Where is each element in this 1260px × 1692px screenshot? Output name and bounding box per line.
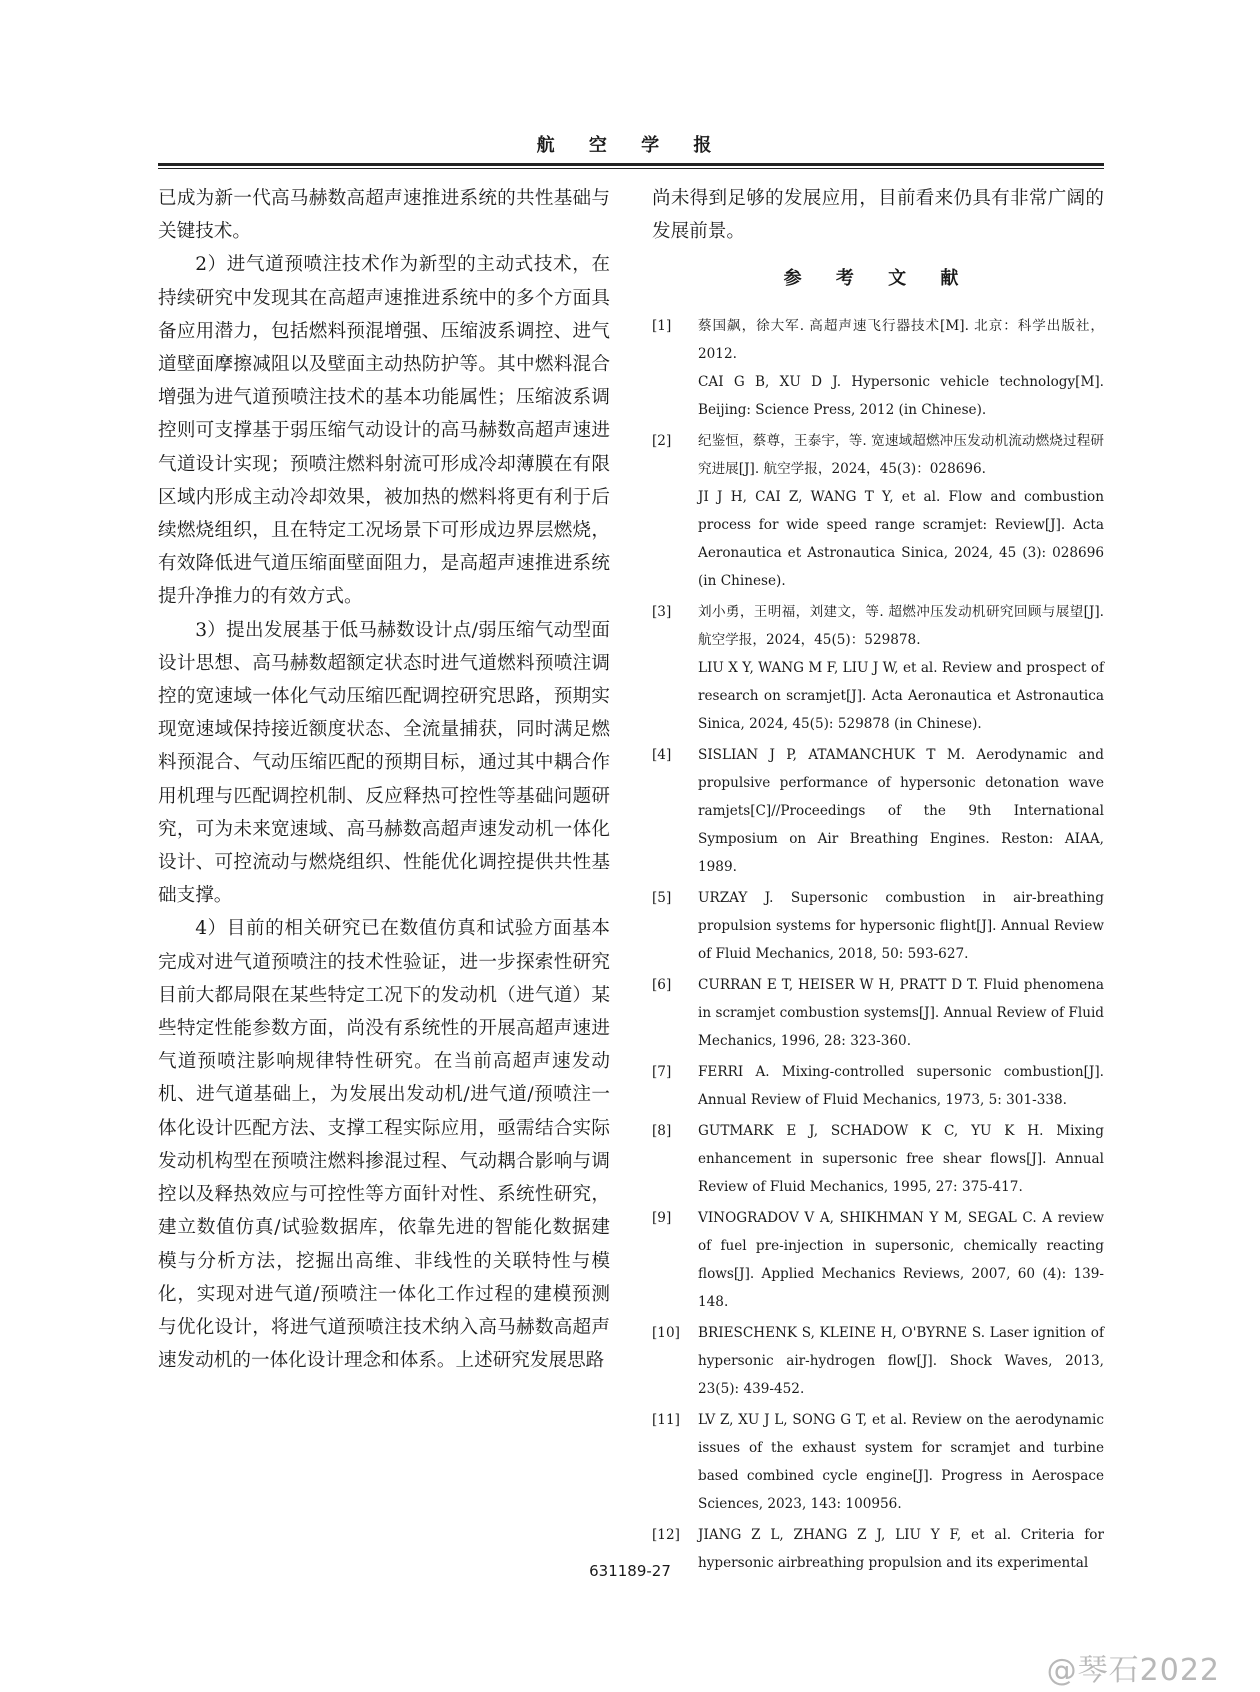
reference-number: [3] [652, 604, 672, 621]
reference-text: GUTMARK E J, SCHADOW K C, YU K H. Mixing enhancement in supersonic free shear flows[J]. Annual Review of Fluid Mechanics, 1995, 27: 375-417. [698, 1123, 1104, 1196]
reference-item [652, 427, 1104, 595]
reference-number: [4] [652, 747, 672, 764]
body-paragraph: 4）目前的相关研究已在数值仿真和试验方面基本完成对进气道预喷注的技术性验证，进一步探索性研究目前大都局限在某些特定工况下的发动机（进气道）某些特定性能参数方面，尚没有系统性的开展高超声速进气道预喷注影响规律特性研究。在当前高超声速发动机、进气道基础上，为发展出发动机/进气道/预喷注一体化设计匹配方法、支撑工程实际应用，亟需结合实际发动机构型在预喷注燃料掺混过程、气动耦合影响与调控以及释热效应与可控性等方面针对性、系统性研究，建立数值仿真/试验数据库，依靠先进的智能化数据建模与分析方法，挖掘出高维、非线性的关联特性与模化，实现对进气道/预喷注一体化工作过程的建模预测与优化设计，将进气道预喷注技术纳入高马赫数高超声速发动机的一体化设计理念和体系。上述研究发展思路 [158, 918, 610, 1372]
reference-number: [2] [652, 433, 672, 450]
reference-item [652, 1204, 1104, 1316]
reference-number: [7] [652, 1064, 672, 1081]
reference-text: 蔡国飙，徐大军. 高超声速飞行器技术[M]. 北京：科学出版社，2012. [698, 318, 1104, 363]
reference-item [652, 598, 1104, 738]
journal-header: 航 空 学 报 [536, 135, 726, 156]
reference-number: [8] [652, 1123, 672, 1140]
reference-item [652, 1319, 1104, 1403]
header-rule-thin [158, 168, 1104, 169]
reference-text: 纪鉴恒，蔡尊，王泰宇，等. 宽速域超燃冲压发动机流动燃烧过程研究进展[J]. 航空学报，2024，45(3)：028696. [698, 433, 1104, 478]
reference-text: LIU X Y, WANG M F, LIU J W, et al. Review and prospect of research on scramjet[J]. Acta Aeronautica et Astronautica Sinica, 2024, 45(5): 529878 (in Chinese). [698, 660, 1104, 733]
reference-text: URZAY J. Supersonic combustion in air-breathing propulsion systems for hypersonic flight[J]. Annual Review of Fluid Mechanics, 2018, 50: 593-627. [698, 890, 1104, 963]
reference-number: [6] [652, 977, 672, 994]
reference-text: CAI G B, XU D J. Hypersonic vehicle technology[M]. Beijing: Science Press, 2012 (in Chinese). [698, 374, 1104, 419]
header-rule-thick [158, 163, 1104, 166]
page-number: 631189-27 [589, 1562, 671, 1580]
reference-list [652, 312, 1104, 1577]
body-paragraph: 3）提出发展基于低马赫数设计点/弱压缩气动型面设计思想、高马赫数超额定状态时进气道燃料预喷注调控的宽速域一体化气动压缩匹配调控研究思路，预期实现宽速域保持接近额度状态、全流量捕获，同时满足燃料预混合、气动压缩匹配的预期目标，通过其中耦合作用机理与匹配调控机制、反应释热可控性等基础问题研究，可为未来宽速域、高马赫数高超声速发动机一体化设计、可控流动与燃烧组织、性能优化调控提供共性基础支撑。 [158, 619, 610, 907]
reference-number: [5] [652, 890, 672, 907]
watermark: @琴石2022 [1046, 1653, 1220, 1688]
reference-text: FERRI A. Mixing-controlled supersonic combustion[J]. Annual Review of Fluid Mechanics, 1973, 5: 301-338. [698, 1064, 1104, 1109]
reference-text: SISLIAN J P, ATAMANCHUK T M. Aerodynamic and propulsive performance of hypersonic detonation wave ramjets[C]//Proceedings of the 9th International Symposium on Air Breathing Engines. Reston: AIAA, 1989. [698, 747, 1104, 876]
body-paragraph-continuation: 尚未得到足够的发展应用，目前看来仍具有非常广阔的发展前景。 [652, 188, 1104, 243]
reference-text: 刘小勇，王明福，刘建文，等. 超燃冲压发动机研究回顾与展望[J]. 航空学报，2024，45(5)：529878. [698, 604, 1104, 649]
reference-text: CURRAN E T, HEISER W H, PRATT D T. Fluid phenomena in scramjet combustion systems[J]. Annual Review of Fluid Mechanics, 1996, 28: 323-360. [698, 977, 1104, 1050]
reference-number: [12] [652, 1527, 680, 1544]
body-paragraph: 已成为新一代高马赫数高超声速推进系统的共性基础与关键技术。 [158, 188, 610, 243]
reference-text: LV Z, XU J L, SONG G T, et al. Review on the aerodynamic issues of the exhaust system for scramjet and turbine based combined cycle engine[J]. Progress in Aerospace Sciences, 2023, 143: 100956. [698, 1412, 1104, 1513]
references-heading: 参 考 文 献 [783, 268, 973, 290]
reference-item [652, 1058, 1104, 1114]
reference-number: [10] [652, 1325, 680, 1342]
reference-number: [11] [652, 1412, 680, 1429]
body-paragraph: 2）进气道预喷注技术作为新型的主动式技术，在持续研究中发现其在高超声速推进系统中的多个方面具备应用潜力，包括燃料预混增强、压缩波系调控、进气道壁面摩擦减阻以及壁面主动热防护等。其中燃料混合增强为进气道预喷注技术的基本功能属性；压缩波系调控则可支撑基于弱压缩气动设计的高马赫数高超声速进气道设计实现；预喷注燃料射流可形成冷却薄膜在有限区域内形成主动冷却效果，被加热的燃料将更有利于后续燃烧组织，且在特定工况场景下可形成边界层燃烧，有效降低进气道压缩面壁面阻力，是高超声速推进系统提升净推力的有效方式。 [158, 254, 610, 608]
reference-item [652, 741, 1104, 881]
reference-text: VINOGRADOV V A, SHIKHMAN Y M, SEGAL C. A review of fuel pre-injection in supersonic, chemically reacting flows[J]. Applied Mechanics Reviews, 2007, 60 (4): 139-148. [698, 1210, 1104, 1311]
reference-number: [1] [652, 318, 672, 335]
reference-number: [9] [652, 1210, 672, 1227]
reference-text: BRIESCHENK S, KLEINE H, O'BYRNE S. Laser ignition of hypersonic air-hydrogen flow[J]. Shock Waves, 2013, 23(5): 439-452. [698, 1325, 1104, 1398]
right-column [652, 182, 1104, 1580]
left-column [158, 182, 610, 1377]
reference-item [652, 971, 1104, 1055]
reference-item [652, 1117, 1104, 1201]
reference-item [652, 884, 1104, 968]
reference-text: JI J H, CAI Z, WANG T Y, et al. Flow and combustion process for wide speed range scramjet: Review[J]. Acta Aeronautica et Astronautica Sinica, 2024, 45 (3): 028696 (in Chinese). [698, 489, 1104, 590]
reference-text: JIANG Z L, ZHANG Z J, LIU Y F, et al. Criteria for hypersonic airbreathing propulsion and its experimental [698, 1527, 1104, 1572]
reference-item [652, 312, 1104, 424]
reference-item [652, 1406, 1104, 1518]
